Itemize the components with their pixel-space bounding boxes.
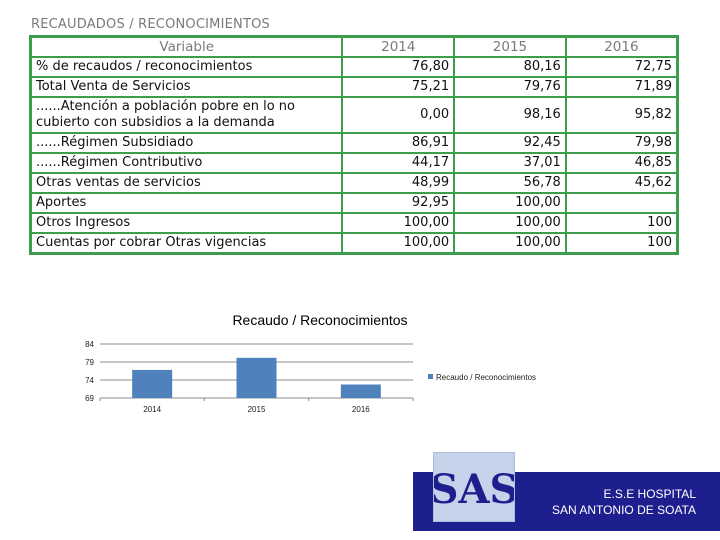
row-label: ......Régimen Subsidiado [31, 133, 343, 153]
y-tick-label: 69 [85, 394, 94, 403]
table-row [31, 97, 678, 133]
cell-2014: 86,91 [342, 133, 454, 153]
bar [132, 370, 172, 398]
bar [237, 358, 277, 398]
organization-banner [413, 466, 720, 531]
cell-2015: 80,16 [454, 57, 566, 77]
legend-label: Recaudo / Reconocimientos [436, 373, 537, 382]
cell-2016: 95,82 [566, 97, 678, 133]
cell-2014: 0,00 [342, 97, 454, 133]
y-tick-label: 84 [85, 340, 94, 349]
cell-2016: 100 [566, 213, 678, 233]
y-tick-label: 79 [85, 358, 94, 367]
cell-2015: 100,00 [454, 213, 566, 233]
table-row [31, 173, 678, 193]
cell-2015: 37,01 [454, 153, 566, 173]
table-row [31, 213, 678, 233]
row-label: Aportes [31, 193, 343, 213]
table-row [31, 133, 678, 153]
cell-2016: 45,62 [566, 173, 678, 193]
organization-name-line1: E.S.E HOSPITAL [603, 487, 696, 501]
section-title: RECAUDADOS / RECONOCIMIENTOS [31, 17, 270, 32]
chart-title: Recaudo / Reconocimientos [232, 312, 408, 328]
header-2016: 2016 [566, 37, 678, 58]
cell-2016: 72,75 [566, 57, 678, 77]
x-tick-label: 2016 [351, 405, 370, 414]
cell-2015: 100,00 [454, 233, 566, 254]
legend-swatch [428, 374, 433, 379]
table-row [31, 57, 678, 77]
row-label: ......Atención a población pobre en lo no cubierto con subsidios a la demanda [31, 97, 343, 133]
y-tick-label: 74 [85, 376, 94, 385]
table-row [31, 193, 678, 213]
recaudos-table [29, 35, 679, 255]
organization-name [552, 486, 696, 518]
table-row [31, 153, 678, 173]
table-row [31, 233, 678, 254]
row-label: Otras ventas de servicios [31, 173, 343, 193]
cell-2015: 56,78 [454, 173, 566, 193]
table-row [31, 77, 678, 97]
cell-2016: 46,85 [566, 153, 678, 173]
row-label: Otros Ingresos [31, 213, 343, 233]
cell-2016: 71,89 [566, 77, 678, 97]
row-label: % de recaudos / reconocimientos [31, 57, 343, 77]
cell-2015: 79,76 [454, 77, 566, 97]
header-2014: 2014 [342, 37, 454, 58]
cell-2016: 100 [566, 233, 678, 254]
cell-2015: 98,16 [454, 97, 566, 133]
svg-text:SAS: SAS [434, 466, 514, 513]
cell-2014: 48,99 [342, 173, 454, 193]
row-label: ......Régimen Contributivo [31, 153, 343, 173]
bar [341, 385, 381, 399]
row-label: Total Venta de Servicios [31, 77, 343, 97]
cell-2015: 100,00 [454, 193, 566, 213]
bar-chart [78, 336, 568, 426]
cell-2014: 100,00 [342, 213, 454, 233]
organization-name-line2: SAN ANTONIO DE SOATA [551, 503, 696, 517]
cell-2016: 79,98 [566, 133, 678, 153]
x-tick-label: 2015 [247, 405, 266, 414]
x-tick-label: 2014 [143, 405, 162, 414]
cell-2016 [566, 193, 678, 213]
row-label: Cuentas por cobrar Otras vigencias [31, 233, 343, 254]
cell-2014: 44,17 [342, 153, 454, 173]
cell-2014: 92,95 [342, 193, 454, 213]
cell-2014: 100,00 [342, 233, 454, 254]
header-variable: Variable [31, 37, 343, 58]
hospital-sas-logo-icon [433, 452, 515, 522]
cell-2014: 75,21 [342, 77, 454, 97]
cell-2014: 76,80 [342, 57, 454, 77]
table-header-row [31, 37, 678, 58]
cell-2015: 92,45 [454, 133, 566, 153]
header-2015: 2015 [454, 37, 566, 58]
